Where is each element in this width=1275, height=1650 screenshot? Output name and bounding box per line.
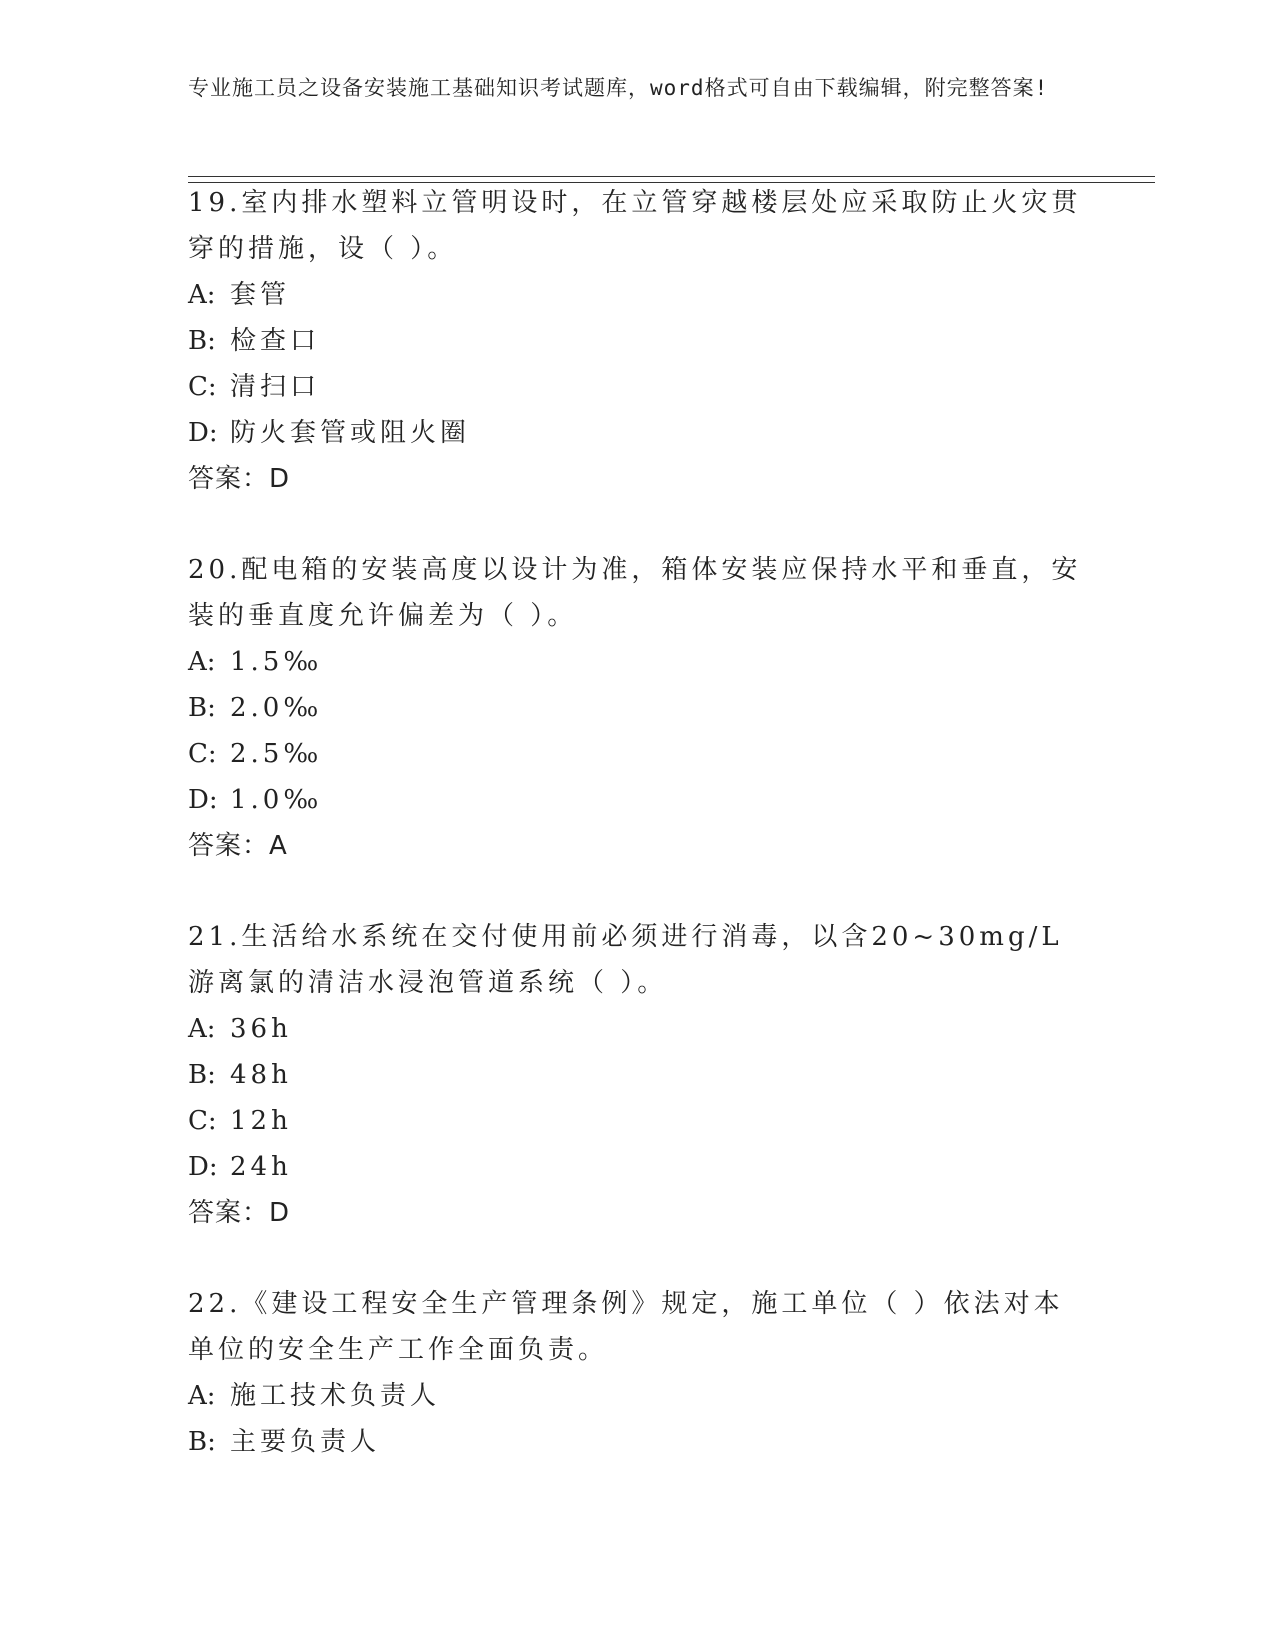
option-d xyxy=(188,777,1088,823)
option-a xyxy=(188,1373,1088,1419)
answer-label: 答案： xyxy=(188,831,270,861)
option-text: 24h xyxy=(230,1152,292,1182)
option-letter: B: xyxy=(188,1427,216,1457)
option-letter: C: xyxy=(188,739,217,769)
option-letter: B: xyxy=(188,693,216,723)
option-b xyxy=(188,318,1088,364)
question-20 xyxy=(188,547,1088,869)
option-b xyxy=(188,1052,1088,1098)
option-c xyxy=(188,364,1088,410)
question-stem: 21.生活给水系统在交付使用前必须进行消毒，以含20~30mg/L游离氯的清洁水浸泡管道系统（ ）。 xyxy=(188,922,1063,998)
option-text: 套管 xyxy=(230,280,291,310)
question-stem: 20.配电箱的安装高度以设计为准，箱体安装应保持水平和垂直，安装的垂直度允许偏差为（ ）。 xyxy=(188,555,1082,631)
option-text: 施工技术负责人 xyxy=(230,1381,441,1411)
option-d xyxy=(188,1144,1088,1190)
option-text: 清扫口 xyxy=(230,372,321,402)
option-letter: D: xyxy=(188,1152,218,1182)
option-b xyxy=(188,685,1088,731)
option-text: 2.5‰ xyxy=(230,739,323,769)
answer-value: A xyxy=(269,831,288,861)
option-a xyxy=(188,639,1088,685)
option-text: 36h xyxy=(230,1014,292,1044)
document-header: 专业施工员之设备安装施工基础知识考试题库，word格式可自由下载编辑，附完整答案! xyxy=(188,76,1049,100)
option-c xyxy=(188,731,1088,777)
question-stem: 19.室内排水塑料立管明设时，在立管穿越楼层处应采取防止火灾贯穿的措施，设（ ）。 xyxy=(188,188,1082,264)
option-letter: A: xyxy=(188,647,216,677)
option-letter: D: xyxy=(188,418,218,448)
option-text: 1.0‰ xyxy=(230,785,323,815)
option-text: 12h xyxy=(230,1106,292,1136)
answer-value: D xyxy=(269,1198,291,1228)
answer-label: 答案： xyxy=(188,464,270,494)
option-a xyxy=(188,1006,1088,1052)
question-21 xyxy=(188,914,1088,1236)
option-text: 检查口 xyxy=(230,326,321,356)
option-letter: A: xyxy=(188,280,216,310)
option-letter: C: xyxy=(188,372,217,402)
answer-value: D xyxy=(269,464,291,494)
option-letter: B: xyxy=(188,1060,216,1090)
option-text: 防火套管或阻火圈 xyxy=(230,418,471,448)
option-letter: A: xyxy=(188,1381,216,1411)
option-text: 主要负责人 xyxy=(230,1427,381,1457)
option-text: 2.0‰ xyxy=(230,693,323,723)
option-letter: D: xyxy=(188,785,218,815)
answer-line xyxy=(188,1190,1088,1236)
header-divider-top xyxy=(188,176,1155,177)
option-a xyxy=(188,272,1088,318)
option-letter: B: xyxy=(188,326,216,356)
answer-line xyxy=(188,456,1088,502)
question-22 xyxy=(188,1281,1088,1465)
answer-line xyxy=(188,823,1088,869)
option-b xyxy=(188,1419,1088,1465)
option-text: 48h xyxy=(230,1060,292,1090)
option-c xyxy=(188,1098,1088,1144)
option-d xyxy=(188,410,1088,456)
option-text: 1.5‰ xyxy=(230,647,323,677)
option-letter: A: xyxy=(188,1014,216,1044)
answer-label: 答案： xyxy=(188,1198,270,1228)
question-stem: 22.《建设工程安全生产管理条例》规定，施工单位（ ）依法对本单位的安全生产工作全面负责。 xyxy=(188,1289,1064,1365)
question-19 xyxy=(188,180,1088,502)
option-letter: C: xyxy=(188,1106,217,1136)
